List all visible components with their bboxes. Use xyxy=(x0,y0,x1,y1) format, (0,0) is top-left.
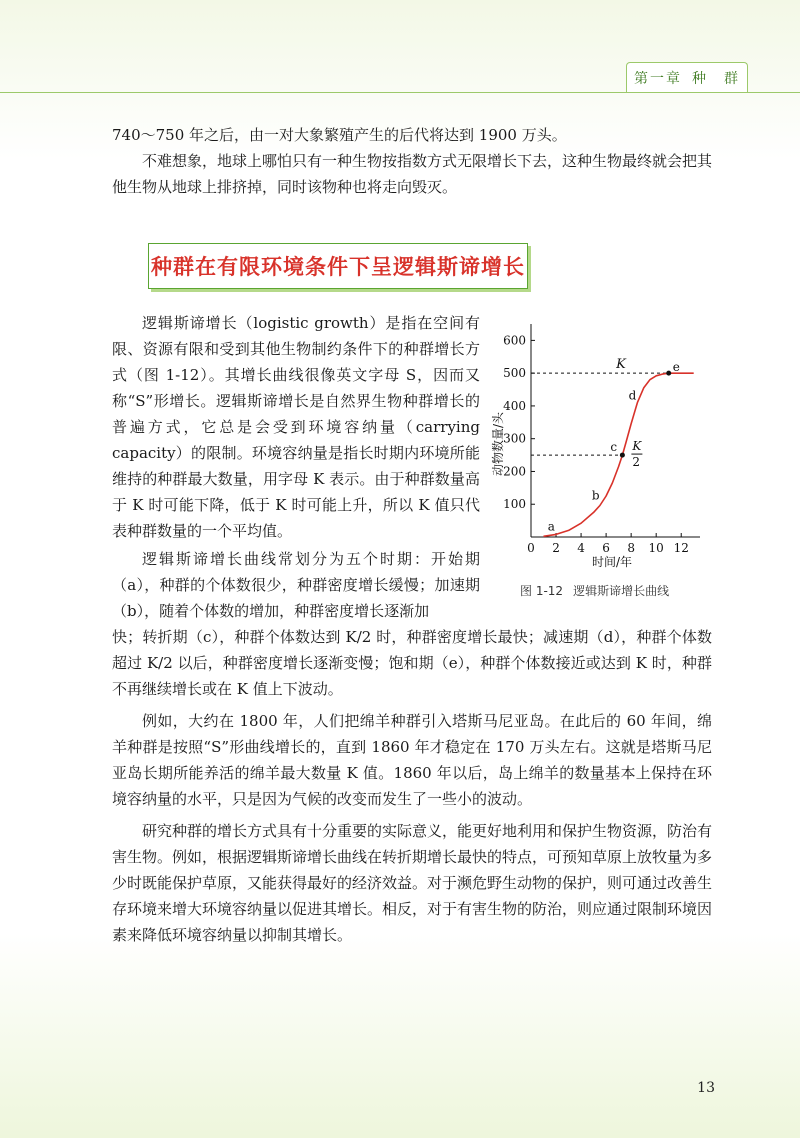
x-tick-label: 0 xyxy=(527,541,535,555)
logistic-growth-chart xyxy=(488,316,720,576)
k-half-numerator: K xyxy=(632,439,642,454)
chart-axes xyxy=(503,324,700,555)
page-number: 13 xyxy=(697,1080,715,1096)
figure-number: 图 1-12 xyxy=(520,584,564,598)
chart-points xyxy=(548,360,680,533)
chart-reference-lines xyxy=(531,357,669,469)
y-tick-label: 500 xyxy=(503,366,526,381)
x-tick-label: 10 xyxy=(648,541,664,555)
x-tick-label: 2 xyxy=(552,541,560,555)
x-axis-label: 时间/年 xyxy=(591,555,633,569)
k-half-denominator: 2 xyxy=(632,455,641,470)
paragraph-five-phases-end: 快；转折期（c），种群个体数达到 K/2 时，种群密度增长最快；减速期（d），种群个体数超过 K/2 以后，种群密度增长逐渐变慢；饱和期（e），种群个体数接近或达到 K 时，种群不再继续增长或在 K 值上下波动。 xyxy=(112,628,712,698)
paragraph-elephant: 740～750 年之后，由一对大象繁殖产生的后代将达到 1900 万头。 xyxy=(112,126,567,144)
y-tick-label: 400 xyxy=(503,398,526,413)
point-e xyxy=(666,371,671,376)
paragraph-five-phases-start: 逻辑斯谛增长曲线常划分为五个时期：开始期（a），种群的个体数很少，种群密度增长缓慢；加速期（b），随着个体数的增加，种群密度增长逐渐加 xyxy=(112,550,480,620)
page-header xyxy=(0,52,800,92)
y-tick-label: 100 xyxy=(503,497,526,512)
paragraph-tasmania: 例如，大约在 1800 年，人们把绵羊种群引入塔斯马尼亚岛。在此后的 60 年间，绵羊种群是按照“S”形曲线增长的，直到 1860 年才稳定在 170 万头左右。这就是塔斯马尼亚岛长期所能养活的绵羊最大数量 K 值。1860 年以后，岛上绵羊的数量基本上保持在环境容纳量的水平，只是因为气候的改变而发生了一些小的波动。 xyxy=(112,712,712,808)
figure-caption xyxy=(520,582,720,599)
point-label-a: a xyxy=(547,519,555,534)
x-tick-label: 8 xyxy=(627,541,635,555)
point-c xyxy=(620,453,625,458)
logistic-curve xyxy=(544,373,694,536)
point-label-b: b xyxy=(591,488,600,503)
k-label: K xyxy=(616,357,626,373)
y-tick-label: 200 xyxy=(503,464,526,479)
y-axis-label: 动物数量/头 xyxy=(491,411,505,477)
point-label-e: e xyxy=(672,360,680,375)
section-title: 种群在有限环境条件下呈逻辑斯谛增长 xyxy=(151,255,525,279)
logistic-growth-figure xyxy=(488,316,720,576)
y-tick-label: 300 xyxy=(503,431,526,446)
figure-caption-text: 逻辑斯谛增长曲线 xyxy=(573,584,670,598)
y-tick-label: 600 xyxy=(503,333,526,348)
paragraph-logistic-definition: 逻辑斯谛增长（logistic growth）是指在空间有限、资源有限和受到其他生物制约条件下的种群增长方式（图 1-12）。其增长曲线很像英文字母 S，因而又称“S”形增长。逻辑斯谛增长是自然界生物种群增长的普遍方式，它总是会受到环境容纳量（carrying capacity）的限制。环境容纳量是指长时期内环境所能维持的种群最大数量，用字母 K 表示。由于种群数量高于 K 时可能下降，低于 K 时可能上升，所以 K 值只代表种群数量的一个平均值。 xyxy=(112,314,480,540)
paragraph-practical-significance: 研究种群的增长方式具有十分重要的实际意义，能更好地利用和保护生物资源，防治有害生物。例如，根据逻辑斯谛增长曲线在转折期增长最快的特点，可预知草原上放牧量为多少时既能保护草原，又能获得最好的经济效益。对于濒危野生动物的保护，则可通过改善生存环境来增大环境容纳量以促进其增长。相反，对于有害生物的防治，则应通过限制环境因素来降低环境容纳量以抑制其增长。 xyxy=(112,822,713,944)
section-heading-box xyxy=(148,243,528,289)
chapter-number: 第一章 xyxy=(634,71,682,87)
paragraph-exponential: 不难想象，地球上哪怕只有一种生物按指数方式无限增长下去，这种生物最终就会把其他生物从地球上排挤掉，同时该物种也将走向毁灭。 xyxy=(112,152,713,196)
header-divider xyxy=(0,92,800,93)
chapter-title: 种 群 xyxy=(692,71,740,87)
x-tick-label: 12 xyxy=(673,541,689,555)
chart-curve xyxy=(544,373,694,536)
point-label-d: d xyxy=(628,388,637,403)
x-tick-label: 6 xyxy=(602,541,610,555)
chapter-tab xyxy=(626,62,748,93)
point-label-c: c xyxy=(610,440,618,455)
x-tick-label: 4 xyxy=(577,541,585,555)
